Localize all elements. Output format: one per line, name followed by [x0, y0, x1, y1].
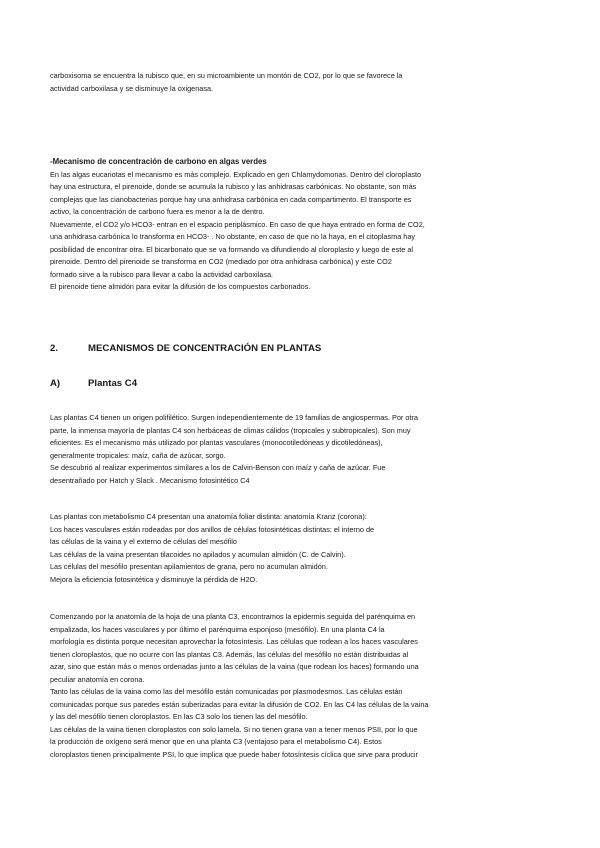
text-line: Los haces vasculares están rodeadas por dos anillos de células fotosintéticas distintas: el interno de [50, 524, 375, 534]
text-line: la producción de oxígeno será menor que en una planta C3 (ventajoso para el metabolismo C4). Estos [50, 737, 382, 747]
algae-mechanism-section [50, 156, 520, 294]
text-line: y las del mesófilo tienen cloroplastos. En las C3 solo los tienen las del mesófilo. [50, 712, 308, 722]
text-line: empalizada, los haces vasculares y por último el parénquima esponjoso (mesófilo). En una planta C4 la [50, 624, 385, 634]
intro-paragraph [50, 70, 520, 95]
text-line: las células de la vaina y el externo de células del mesófilo [50, 537, 237, 547]
text-line: pirenoide. Dentro del pirenoide se transforma en CO2 (mediado por otra anhidrasa carbónica) y este CO2 [50, 257, 392, 267]
text-line: El pirenoide tiene almidón para evitar la difusión de los compuestos carbonados. [50, 282, 311, 292]
text-line: Mejora la eficiencia fotosintética y disminuye la pérdida de H2O. [50, 574, 258, 584]
text-line: carboxisoma se encuentra la rubisco que, en su microambiente un montón de CO2, por lo que se favorece la [50, 71, 403, 80]
subsection-number: A) [50, 378, 61, 389]
text-line: Se descubrió al realizar experimentos similares a los de Calvin-Benson con maíz y caña de azúcar. Fue [50, 463, 386, 473]
text-line: En las algas eucariotas el mecanismo es más complejo. Explicado en gen Chlamydomonas. Dentro del cloroplasto [50, 169, 422, 179]
text-line: Las plantas con metabolismo C4 presentan una anatomía foliar distinta: anatomía Kranz (corona): [50, 512, 367, 521]
text-line: formado sirve a la rubisco para llevar a cabo la actividad carboxilasa. [50, 269, 274, 279]
text-line: azar, sino que están más o menos ordenadas junto a las células de la vaina (que rodean los haces) formando una [50, 662, 419, 672]
subsection-title: Plantas C4 [88, 378, 138, 389]
leaf-anatomy-paragraph [50, 611, 520, 762]
text-line: actividad carboxilasa y se disminuye la oxigenasa. [50, 83, 214, 93]
kranz-anatomy-paragraph [50, 511, 520, 586]
section-number: 2. [50, 343, 59, 354]
text-line: cloroplastos tienen principalmente PSI, lo que implica que puede haber fotosíntesis cíclica que sirve para producir [50, 750, 418, 760]
text-line: hay una estructura, el pirenoide, donde se acumula la rubisco y las anhidrasas carbónicas. No obstante, son más [50, 182, 417, 192]
text-line: Nuevamente, el CO2 y/o HCO3- entran en el espacio periplásmico. En caso de que haya entrado en forma de CO2, [50, 219, 425, 229]
text-line: parte, la inmensa mayoría de plantas C4 son herbáceas de climas cálidos (tropicales y subtropicales). Son muy [50, 425, 411, 435]
text-line: posibilidad de encontrar otra. El bicarbonato que se va formando va difundiendo al cloroplasto y luego de este al [50, 244, 414, 254]
text-line: Tanto las células de la vaina como las del mesófilo están comunicadas por plasmodesmos. Las células están [50, 687, 403, 697]
text-line: eficientes. Es el mecanismo más utilizado por plantas vasculares (monocotiledóneas y dicotiledóneas), [50, 438, 383, 448]
section-title: MECANISMOS DE CONCENTRACIÓN EN PLANTAS [88, 343, 322, 354]
text-line: morfología es distinta porque necesitan aprovechar la fotosíntesis. Las células que rodean a los haces vasculares [50, 637, 418, 647]
c4-origin-paragraph [50, 412, 520, 487]
text-line: activo, la concentración de carbono fuera es menor a la de dentro. [50, 207, 265, 217]
text-line: Las células del mesófilo presentan apilamientos de grana, pero no acumulan almidón. [50, 562, 328, 572]
text-line: Las plantas C4 tienen un origen polifilético. Surgen independientemente de 19 familias de angiospermas. Por otra [50, 413, 418, 422]
text-line: generalmente tropicales: maíz, caña de azúcar, sorgo. [50, 450, 226, 460]
text-line: peculiar anatomía en corona. [50, 674, 145, 684]
section-heading [50, 343, 321, 354]
algae-mechanism-heading: -Mecanismo de concentración de carbono en algas verdes [50, 157, 267, 166]
subsection-heading [50, 378, 137, 389]
text-line: una anhidrasa carbónica lo transforma en HCO3- . No obstante, en caso de que no la haya, en el citoplasma hay [50, 232, 416, 242]
text-line: tienen cloroplastos, que no ocurre con las plantas C3. Además, las células del mesófilo no están distribuidas al [50, 649, 409, 659]
text-line: desentrañado por Hatch y Slack . Mecanismo fotosintético C4 [50, 475, 250, 485]
text-line: Las células de la vaina tienen cloroplastos con solo lamela. Si no tienen grana van a tener menos PSII, por lo que [50, 724, 418, 734]
text-line: Comenzando por la anatomía de la hoja de una planta C3, encontramos la epidermis seguida del parénquima en [50, 612, 416, 621]
text-line: comunicadas porque sus paredes están suberizadas para evitar la difusión de CO2. En las C4 las células de la vaina [50, 699, 429, 709]
text-line: Las células de la vaina presentan tilacoides no apilados y acumulan almidón (C. de Calvin). [50, 549, 346, 559]
text-line: complejas que las cianobacterias porque hay una anhidrasa carbónica en cada compartimento. El transporte es [50, 194, 412, 204]
